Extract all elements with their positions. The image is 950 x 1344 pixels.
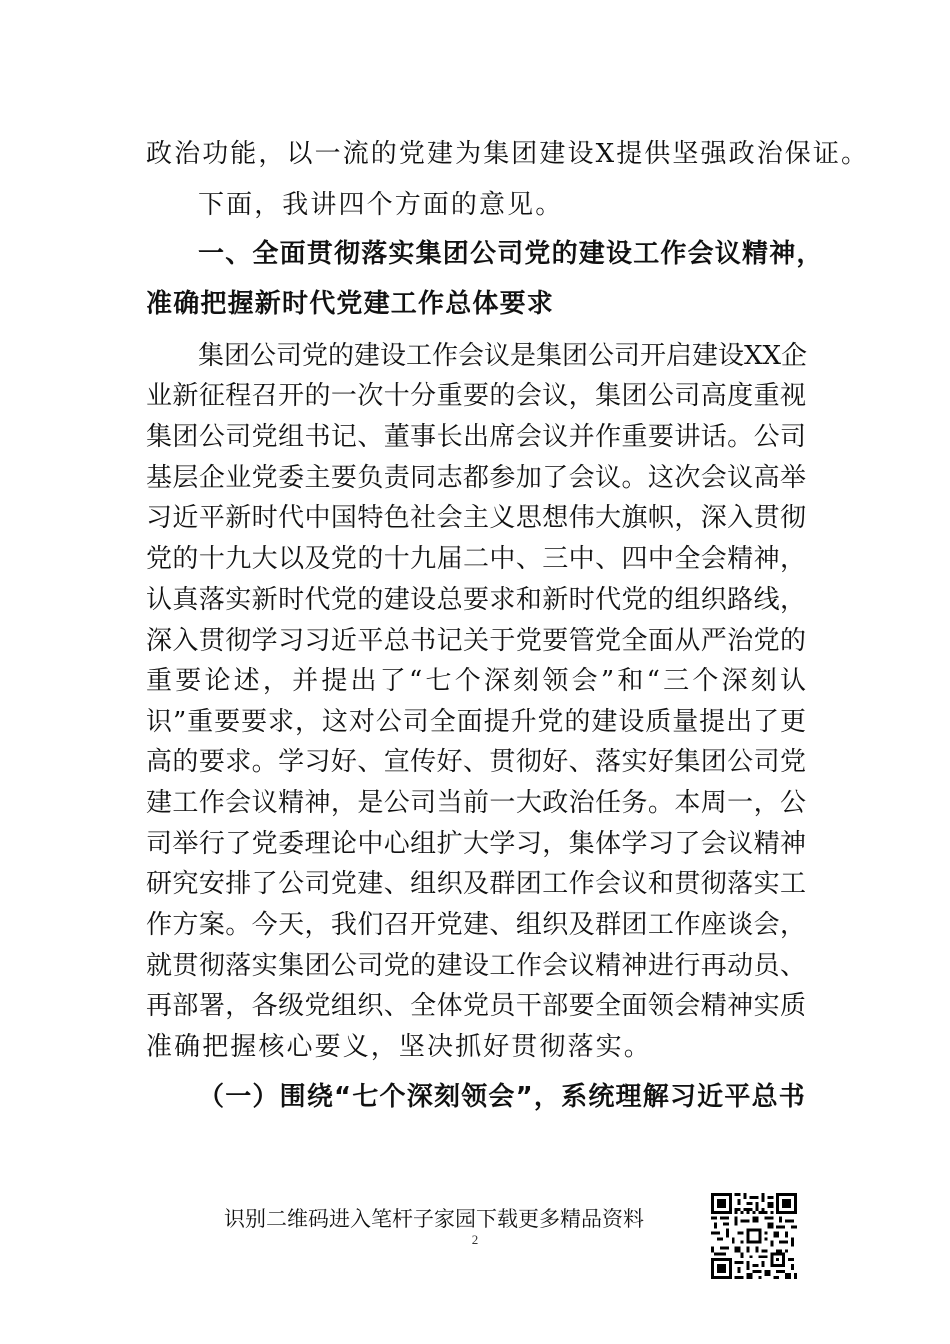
- paragraph-line: 集团公司党的建设工作会议是集团公司开启建设XX企: [198, 341, 808, 371]
- subsection-heading: （一）围绕“七个深刻领会”，系统理解习近平总书: [198, 1082, 806, 1112]
- paragraph-line: 业新征程召开的一次十分重要的会议，集团公司高度重视: [146, 381, 806, 411]
- paragraph-line: 作方案。今天，我们召开党建、组织及群团工作座谈会，: [146, 910, 806, 940]
- section-heading: 一、全面贯彻落实集团公司党的建设工作会议精神，: [198, 239, 824, 269]
- paragraph-line: 就贯彻落实集团公司党的建设工作会议精神进行再动员、: [146, 951, 806, 981]
- paragraph-line: 识”重要要求，这对公司全面提升党的建设质量提出了更: [146, 707, 806, 737]
- paragraph-line: 政治功能，以一流的党建为集团建设X提供坚强政治保证。: [146, 139, 870, 169]
- paragraph-line: 基层企业党委主要负责同志都参加了会议。这次会议高举: [146, 463, 806, 493]
- paragraph-line: 深入贯彻学习习近平总书记关于党要管党全面从严治党的: [146, 626, 806, 656]
- paragraph-line: 建工作会议精神，是公司当前一大政治任务。本周一，公: [146, 788, 806, 818]
- paragraph-line: 再部署，各级党组织、全体党员干部要全面领会精神实质: [146, 991, 806, 1021]
- qr-promo-text: 识别二维码进入笔杆子家园下载更多精品资料: [224, 1207, 644, 1231]
- paragraph-line: 党的十九大以及党的十九届二中、三中、四中全会精神，: [146, 544, 806, 574]
- paragraph-line: 准确把握核心要义，坚决抓好贯彻落实。: [146, 1032, 652, 1062]
- paragraph-line: 下面，我讲四个方面的意见。: [198, 190, 564, 220]
- page-number: 2: [471, 1232, 479, 1247]
- paragraph-line: 认真落实新时代党的建设总要求和新时代党的组织路线，: [146, 585, 806, 615]
- paragraph-line: 研究安排了公司党建、组织及群团工作会议和贯彻落实工: [146, 869, 806, 899]
- paragraph-line: 高的要求。学习好、宣传好、贯彻好、落实好集团公司党: [146, 747, 806, 777]
- qr-code-icon[interactable]: [711, 1193, 797, 1279]
- paragraph-line: 集团公司党组书记、董事长出席会议并作重要讲话。公司: [146, 422, 806, 452]
- section-heading: 准确把握新时代党建工作总体要求: [146, 289, 555, 319]
- paragraph-line: 重要论述，并提出了“七个深刻领会”和“三个深刻认: [146, 666, 806, 696]
- paragraph-line: 习近平新时代中国特色社会主义思想伟大旗帜，深入贯彻: [146, 503, 806, 533]
- paragraph-line: 司举行了党委理论中心组扩大学习，集体学习了会议精神: [146, 829, 806, 859]
